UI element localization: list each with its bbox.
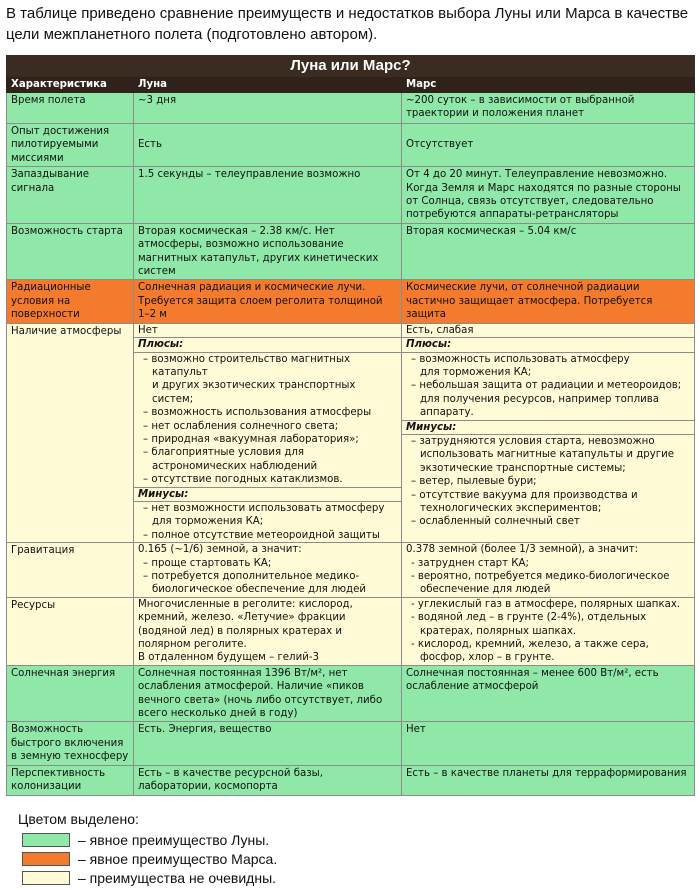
mars-cell: От 4 до 20 минут. Телеуправление невозможно. Когда Земля и Марс находятся по разные стороны от Солнца, связь отсутствует, следовательно потребуются аппараты-ретрансляторы <box>402 167 695 224</box>
row-name: Возможность старта <box>7 223 134 280</box>
mars-cell <box>402 597 695 665</box>
header-moon: Луна <box>134 77 402 93</box>
legend-title: Цветом выделено: <box>18 811 139 827</box>
list-item: – затрудняются условия старта, невозможно использовать магнитные катапульты и другие экзотические транспортные системы; <box>411 435 675 474</box>
list-item: – возможно строительство магнитных катапульт <box>143 353 351 378</box>
moon-cell: Вторая космическая – 2.38 км/с. Нет атмосферы, возможно использование магнитных катапульт, других кинетических систем <box>134 223 402 280</box>
table-row <box>7 124 695 167</box>
moon-minus-label: Минусы: <box>134 487 401 502</box>
mars-cell <box>402 543 695 598</box>
table-row <box>7 543 695 598</box>
table-row <box>7 722 695 765</box>
row-name: Ресурсы <box>7 597 134 665</box>
row-name: Радиационные условия на поверхности <box>7 280 134 323</box>
mars-cell: Отсутствует <box>402 124 695 167</box>
moon-atmosphere: Нет <box>138 324 158 336</box>
mars-cell: Солнечная постоянная – менее 600 Вт/м², есть ослабление атмосферой <box>402 665 695 722</box>
list-item: для торможения КА; <box>152 516 264 528</box>
legend-label: – явное преимущество Марса. <box>78 851 278 867</box>
legend-swatch-mars <box>22 852 70 866</box>
table-row <box>7 93 695 124</box>
mars-minus-label: Минусы: <box>402 420 694 435</box>
moon-plus-label: Плюсы: <box>134 337 401 352</box>
row-name: Гравитация <box>7 543 134 598</box>
list-item: и других экзотических транспортных систем; <box>152 380 356 405</box>
mars-cell: Вторая космическая – 5.04 км/с <box>402 223 695 280</box>
list-item: – нет возможности использовать атмосферу <box>143 502 385 514</box>
list-item: – потребуется дополнительное медико-биологическое обеспечение для людей <box>143 571 366 596</box>
table-row <box>7 167 695 224</box>
row-name: Время полета <box>7 93 134 124</box>
moon-cell: Солнечная радиация и космические лучи. Требуется защита слоем реголита толщиной 1–2 м <box>134 280 402 323</box>
moon-cell: ~3 дня <box>134 93 402 124</box>
moon-gravity: 0.165 (~1/6) земной, а значит: <box>138 544 302 556</box>
comparison-table <box>6 55 695 796</box>
row-name: Перспективность колонизации <box>7 765 134 795</box>
moon-cell <box>134 597 402 665</box>
row-name: Опыт достижения пилотируемыми миссиями <box>7 124 134 167</box>
table-row <box>7 223 695 280</box>
moon-future: В отдаленном будущем – гелий-3 <box>138 652 319 664</box>
row-name: Солнечная энергия <box>7 665 134 722</box>
table-row <box>7 765 695 795</box>
mars-cell: ~200 суток – в зависимости от выбранной траектории и положения планет <box>402 93 695 124</box>
moon-cell <box>134 543 402 598</box>
list-item: - кислород, кремний, железо, а также сера, фосфор, хлор – в грунте. <box>411 639 649 664</box>
row-name: Наличие атмосферы <box>7 323 134 543</box>
list-item: – отсутствие погодных катаклизмов. <box>143 474 343 486</box>
list-item: для торможения КА; <box>420 366 532 378</box>
list-item: - вероятно, потребуется медико-биологическое обеспечение для людей <box>411 571 670 596</box>
list-item: – ослабленный солнечный свет <box>411 516 580 528</box>
table-row <box>7 323 695 543</box>
legend-label: – явное преимущество Луны. <box>78 832 270 848</box>
list-item: – полное отсутствие метеороидной защиты <box>143 529 380 541</box>
table-row <box>7 665 695 722</box>
table-row <box>7 280 695 323</box>
mars-cell: Нет <box>402 722 695 765</box>
intro-text: В таблице приведено сравнение преимуществ и недостатков выбора Луны или Марса в качестве цели межпланетного полета (подготовлено автором). <box>6 5 689 43</box>
moon-cell: Солнечная постоянная 1396 Вт/м², нет ослабления атмосферой. Наличие «пиков вечного света» (ночь либо отсутствует, либо всего несколько дней в году) <box>134 665 402 722</box>
mars-atmosphere: Есть, слабая <box>406 324 474 336</box>
header-characteristic: Характеристика <box>7 77 134 93</box>
list-item: - углекислый газ в атмосфере, полярных шапках. <box>411 598 681 610</box>
table-title: Луна или Марс? <box>7 56 695 77</box>
header-mars: Марс <box>402 77 695 93</box>
list-item: - затруднен старт КА; <box>411 557 529 569</box>
moon-cell: 1.5 секунды – телеуправление возможно <box>134 167 402 224</box>
list-item: – отсутствие вакуума для производства и технологических экспериментов; <box>411 489 638 514</box>
row-name: Возможность быстрого включения в земную техносферу <box>7 722 134 765</box>
legend-swatch-moon <box>22 833 70 847</box>
list-item: – возможность использования атмосферы <box>143 407 372 419</box>
list-item: – возможность использовать атмосферу <box>411 353 630 365</box>
moon-cell: Есть. Энергия, вещество <box>134 722 402 765</box>
mars-plus-label: Плюсы: <box>402 337 694 352</box>
list-item: для получения ресурсов, например топлива аппарату. <box>420 393 659 419</box>
moon-cell: Есть <box>134 124 402 167</box>
legend-label: – преимущества не очевидны. <box>78 870 277 886</box>
mars-cell <box>402 323 695 543</box>
mars-gravity: 0.378 земной (более 1/3 земной), а значит: <box>406 544 639 556</box>
mars-cell: Космические лучи, от солнечной радиации частично защищает атмосфера. Потребуется защита <box>402 280 695 323</box>
legend-item <box>22 850 342 868</box>
list-item: – благоприятные условия для астрономических наблюдений <box>143 447 318 472</box>
list-item: - водяной лед – в грунте (2-4%), отдельных кратерах, полярных шапках. <box>411 612 647 637</box>
legend-item <box>22 831 342 849</box>
legend-item <box>22 869 342 887</box>
moon-cell <box>134 323 402 543</box>
table-row <box>7 597 695 665</box>
list-item: – проще стартовать КА; <box>143 557 272 569</box>
list-item: – природная «вакуумная лаборатория»; <box>143 433 359 445</box>
moon-resources: Многочисленные в реголите: кислород, кремний, железо. «Летучие» фракции (водяной лед) в полярных кратерах и полярном реголите. <box>138 598 353 651</box>
list-item: – ветер, пылевые бури; <box>411 476 537 488</box>
moon-cell: Есть – в качестве ресурсной базы, лаборатории, космопорта <box>134 765 402 795</box>
list-item: – нет ослабления солнечного света; <box>143 420 339 432</box>
legend-swatch-neutral <box>22 871 70 885</box>
row-name: Запаздывание сигнала <box>7 167 134 224</box>
mars-cell: Есть – в качестве планеты для терраформирования <box>402 765 695 795</box>
list-item: – небольшая защита от радиации и метеороидов; <box>411 380 682 392</box>
